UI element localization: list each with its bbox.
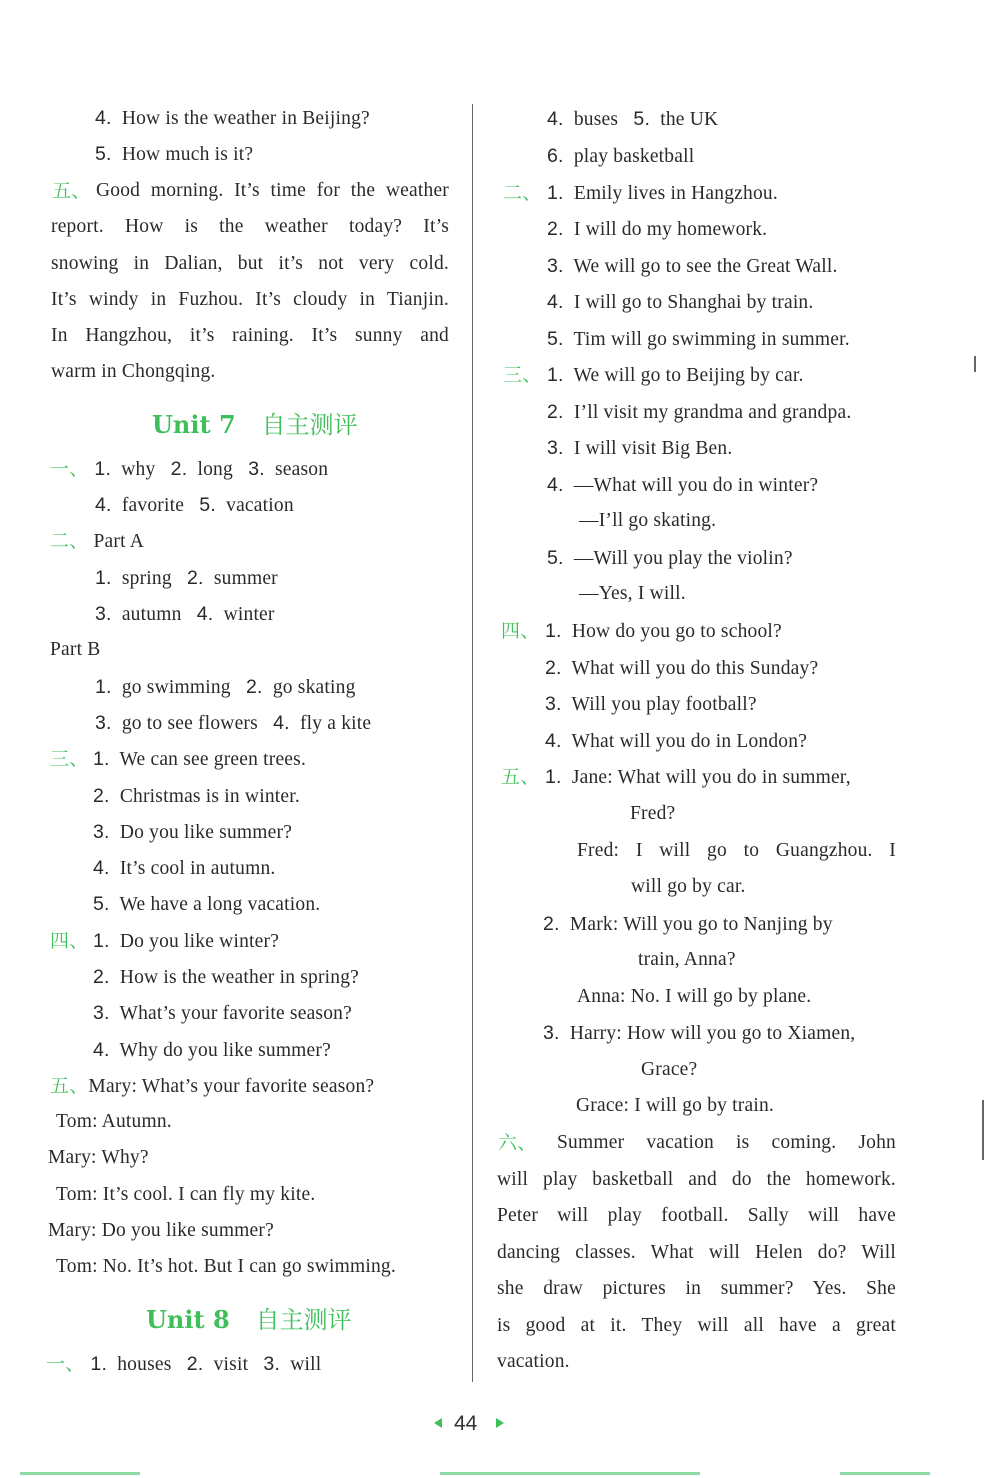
dialogue-line: train, Anna? [638,949,736,970]
dialogue-line: will go by car. [631,876,746,897]
answer-line: 2. I’ll visit my grandma and grandpa. [547,401,852,423]
dialogue-line: 五、Mary: What’s your favorite season? [50,1075,375,1097]
triangle-left-icon [434,1418,442,1428]
paragraph-line: is good at it. They will all have a great [497,1315,896,1336]
section-marker: 四、 [501,620,540,642]
answer-line: 2. Christmas is in winter. [93,785,300,807]
paragraph-line: In Hangzhou, it’s raining. It’s sunny and [51,325,449,346]
answer-line: 3. Harry: How will you go to Xiamen, [543,1022,856,1044]
dialogue-line: Tom: Autumn. [56,1111,172,1132]
answer-line: 5. How much is it? [95,143,254,165]
paragraph-line: Good morning. It’s time for the weather [96,180,449,201]
triangle-right-icon [496,1418,504,1428]
answer-line: 1. Emily lives in Hangzhou. [547,182,778,204]
answer-line: 4. It’s cool in autumn. [93,857,276,879]
section-marker: 三、 [503,364,542,386]
answer-line: 3. Do you like summer? [93,821,293,843]
answer-line: 4. buses 5. the UK [547,108,719,130]
dialogue-line: Grace? [641,1059,698,1080]
dialogue-line: Tom: No. It’s hot. But I can go swimming. [56,1256,396,1277]
section-marker: 四、 [50,930,89,952]
answer-line: —Yes, I will. [579,583,686,604]
answer-line: 1. How do you go to school? [545,620,782,642]
dialogue-line: Grace: I will go by train. [576,1095,774,1116]
paragraph-line: Peter will play football. Sally will have [497,1205,896,1226]
paragraph-line: will play basketball and do the homework. [497,1169,896,1190]
answer-line: 1. We will go to Beijing by car. [547,364,804,386]
answer-line: 2. Mark: Will you go to Nanjing by [543,913,833,935]
dialogue-line: Mary: Do you like summer? [48,1220,274,1241]
answer-line: 4. I will go to Shanghai by train. [547,291,814,313]
bottom-stripe [840,1472,930,1475]
scan-mark [974,356,976,372]
answer-line: 1. spring 2. summer [95,567,278,589]
answer-line: 4. Why do you like summer? [93,1039,331,1061]
paragraph-line: she draw pictures in summer? Yes. She [497,1278,896,1299]
answer-line: 1. We can see green trees. [93,748,307,770]
answer-line: 2. What will you do this Sunday? [545,657,819,679]
answer-line: 1. Do you like winter? [93,930,280,952]
answer-line: 1. go swimming 2. go skating [95,676,356,698]
paragraph-line: snowing in Dalian, but it’s not very cold. [51,253,449,274]
answer-line: 3. What’s your favorite season? [93,1002,352,1024]
dialogue-line: Mary: Why? [48,1147,149,1168]
dialogue-line: Anna: No. I will go by plane. [577,986,812,1007]
answer-line: 2. I will do my homework. [547,218,768,240]
paragraph-line: warm in Chongqing. [51,361,216,382]
answer-line: 5. We have a long vacation. [93,893,321,915]
paragraph-line: It’s windy in Fuzhou. It’s cloudy in Tianjin. [51,289,449,310]
paragraph-line: report. How is the weather today? It’s [51,216,449,237]
section-marker: 六、 [498,1132,537,1154]
dialogue-line: Fred: I will go to Guangzhou. I [577,840,896,861]
section-marker: 二、 [503,182,542,204]
answer-line: 4. favorite 5. vacation [95,494,294,516]
section-marker: 五、 [501,766,540,788]
answer-line: 3. We will go to see the Great Wall. [547,255,838,277]
bottom-stripe [440,1472,700,1475]
unit-heading: Unit 7 自主测评 [152,410,358,439]
answer-line: 3. go to see flowers 4. fly a kite [95,712,372,734]
page-footer [430,1412,510,1438]
answer-line: 5. —Will you play the violin? [547,547,793,569]
answer-line: 4. —What will you do in winter? [547,474,819,496]
part-label: Part B [50,639,101,660]
paragraph-line: dancing classes. What will Helen do? Will [497,1242,896,1263]
answer-line: 3. I will visit Big Ben. [547,437,733,459]
section-marker: 五、 [52,180,91,202]
scan-mark [982,1100,984,1160]
column-divider [472,104,473,1382]
bottom-stripe [20,1472,140,1475]
section-marker: 三、 [50,748,89,770]
answer-line: 二、 Part A [50,530,144,552]
dialogue-line: Tom: It’s cool. I can fly my kite. [56,1184,316,1205]
paragraph-line: vacation. [497,1351,570,1372]
answer-line: 4. What will you do in London? [545,730,808,752]
answer-line: 3. autumn 4. winter [95,603,275,625]
answer-line: 一、 1. why 2. long 3. season [50,458,329,480]
answer-line: 4. How is the weather in Beijing? [95,107,370,129]
dialogue-line: Fred? [630,803,676,824]
answer-line: 1. Jane: What will you do in summer, [545,766,851,788]
paragraph-line: Summer vacation is coming. John [557,1132,896,1153]
answer-line: 一、 1. houses 2. visit 3. will [46,1353,322,1375]
answer-line: 3. Will you play football? [545,693,757,715]
answer-line: 5. Tim will go swimming in summer. [547,328,850,350]
answer-line: 6. play basketball [547,145,695,167]
page-number: 44 [454,1412,478,1435]
unit-heading: Unit 8 自主测评 [146,1305,352,1334]
answer-line: —I’ll go skating. [579,510,717,531]
answer-line: 2. How is the weather in spring? [93,966,360,988]
